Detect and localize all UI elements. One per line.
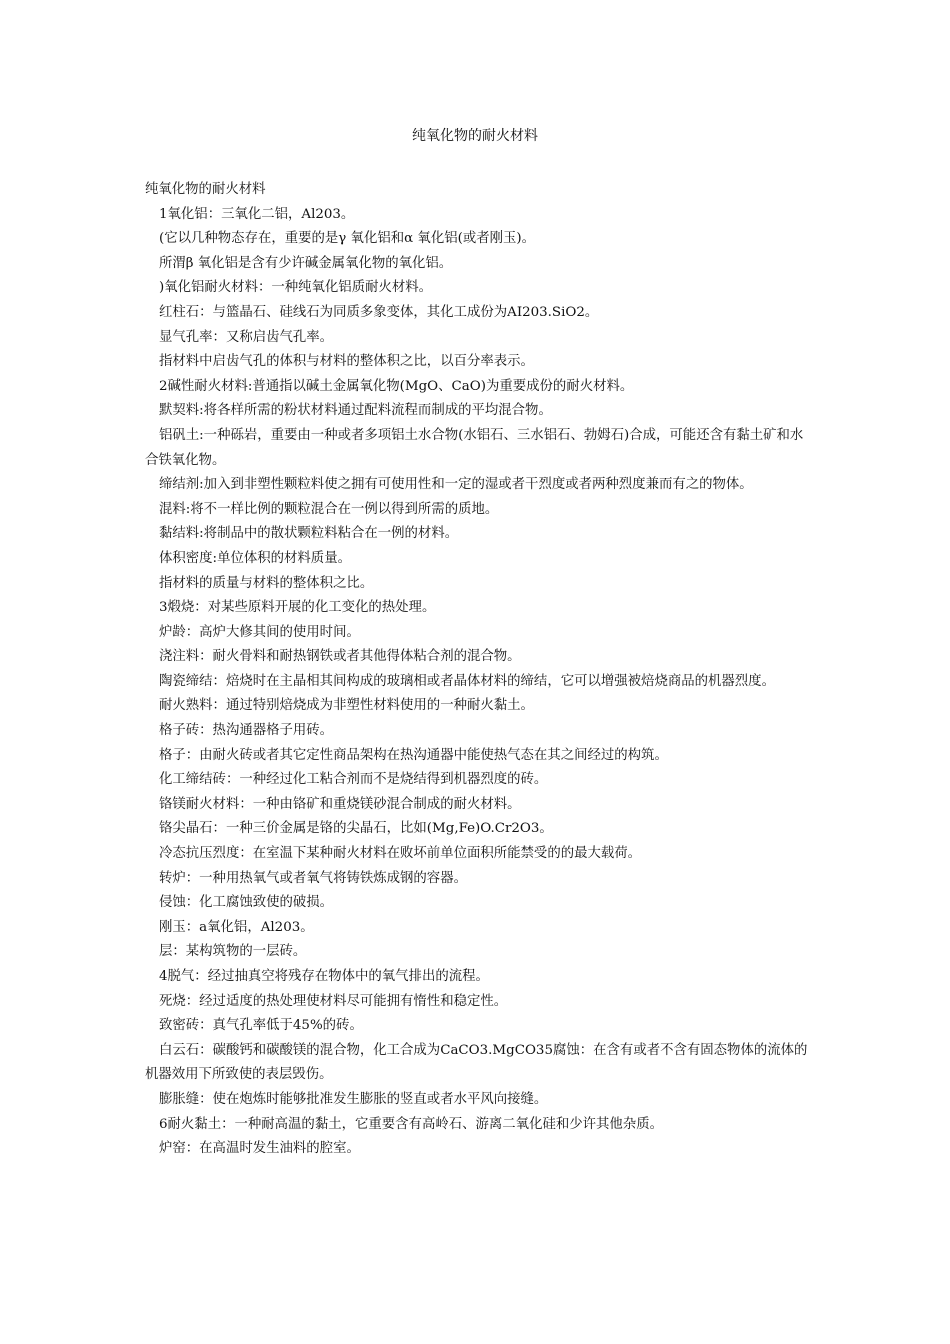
- paragraph: 4脱气：经过抽真空将残存在物体中的氧气排出的流程。: [159, 969, 489, 984]
- paragraph: 3煅烧：对某些原料开展的化工变化的热处理。: [159, 600, 436, 616]
- document-body: [145, 178, 815, 1162]
- paragraph: 冷态抗压烈度：在室温下某种耐火材料在败坏前单位面积所能禁受的的最大载荷。: [159, 846, 642, 862]
- paragraph: 缔结剂:加入到非塑性颗粒料使之拥有可使用性和一定的湿或者干烈度或者两种烈度兼而有之的物体。: [159, 477, 753, 493]
- paragraph: 层：某构筑物的一层砖。: [159, 944, 307, 960]
- paragraph: 6耐火黏土：一种耐高温的黏土，它重要含有高岭石、游离二氧化硅和少许其他杂质。: [159, 1116, 663, 1132]
- paragraph: 红柱石：与篮晶石、硅线石为同质多象变体，其化工成份为AI203.SiO2。: [159, 304, 599, 320]
- paragraph: (它以几种物态存在，重要的是γ 氧化铝和α 氧化铝(或者刚玉)。: [159, 231, 535, 247]
- document-title: 纯氧化物的耐火材料: [412, 128, 538, 144]
- paragraph: )氧化铝耐火材料：一种纯氧化铝质耐火材料。: [159, 280, 433, 296]
- paragraph: 1氧化铝：三氧化二铝，Al203。: [159, 206, 355, 222]
- paragraph: 化工缔结砖：一种经过化工粘合剂而不是烧结得到机器烈度的砖。: [159, 772, 548, 788]
- paragraph: 炉窑：在高温时发生油料的腔室。: [159, 1141, 360, 1157]
- paragraph: 默契料:将各样所需的粉状材料通过配料流程而制成的平均混合物。: [159, 403, 552, 419]
- paragraph: 格子砖：热沟通器格子用砖。: [159, 723, 334, 739]
- paragraph: 显气孔率：又称启齿气孔率。: [159, 329, 334, 345]
- paragraph: 体积密度:单位体积的材料质量。: [159, 550, 351, 566]
- paragraph: 转炉：一种用热氧气或者氧气将铸铁炼成钢的容器。: [159, 870, 467, 886]
- paragraph: 铬镁耐火材料：一种由铬矿和重烧镁砂混合制成的耐火材料。: [159, 796, 521, 812]
- paragraph: 浇注料：耐火骨料和耐热钢铁或者其他得体粘合剂的混合物。: [159, 649, 521, 665]
- paragraph: 致密砖：真气孔率低于45%的砖。: [159, 1018, 363, 1034]
- paragraph: 铝矾土:一种砾岩，重要由一种或者多项铝土水合物(水铝石、三水铝石、勃姆石)合成，可能还含有黏土矿和水合铁氧化物。: [145, 427, 804, 468]
- paragraph: 指材料中启齿气孔的体积与材料的整体积之比，以百分率表示。: [159, 354, 534, 370]
- paragraph: 陶瓷缔结：焙烧时在主晶相其间构成的玻璃相或者晶体材料的缔结，它可以增强被焙烧商品的机器烈度。: [159, 673, 775, 689]
- paragraph: 铬尖晶石：一种三价金属是铬的尖晶石，比如(Mg,Fe)O.Cr2O3。: [159, 821, 553, 837]
- paragraph: 死烧：经过适度的热处理使材料尽可能拥有惰性和稳定性。: [159, 993, 508, 1009]
- paragraph: 混料:将不一样比例的颗粒混合在一例以得到所需的质地。: [159, 501, 499, 517]
- paragraph: 炉龄：高炉大修其间的使用时间。: [159, 624, 360, 640]
- paragraph: 刚玉：a氧化铝，Al203。: [159, 919, 314, 935]
- paragraph: 指材料的质量与材料的整体积之比。: [159, 575, 374, 591]
- paragraph: 黏结料:将制品中的散状颗粒料粘合在一例的材料。: [159, 526, 459, 542]
- paragraph: 膨胀缝：使在炮炼时能够批准发生膨胀的竖直或者水平风向接缝。: [159, 1091, 548, 1107]
- paragraph: 2碱性耐火材料:普通指以碱土金属氧化物(MgO、CaO)为重要成份的耐火材料。: [159, 378, 634, 394]
- paragraph: 侵蚀：化工腐蚀致使的破损。: [159, 895, 334, 911]
- paragraph: 格子：由耐火砖或者其它定性商品架构在热沟通器中能使热气态在其之间经过的构筑。: [159, 747, 668, 763]
- paragraph: 所渭β 氧化铝是含有少许碱金属氧化物的氧化铝。: [159, 255, 453, 271]
- paragraph: 白云石：碳酸钙和碳酸镁的混合物，化工合成为CaCO3.MgCO35腐蚀：在含有或者不含有固态物体的流体的机器效用下所致使的表层毁伤。: [145, 1042, 808, 1083]
- section-heading: 纯氧化物的耐火材料: [145, 182, 266, 197]
- paragraph: 耐火熟料：通过特别焙烧成为非塑性材料使用的一种耐火黏土。: [159, 698, 534, 714]
